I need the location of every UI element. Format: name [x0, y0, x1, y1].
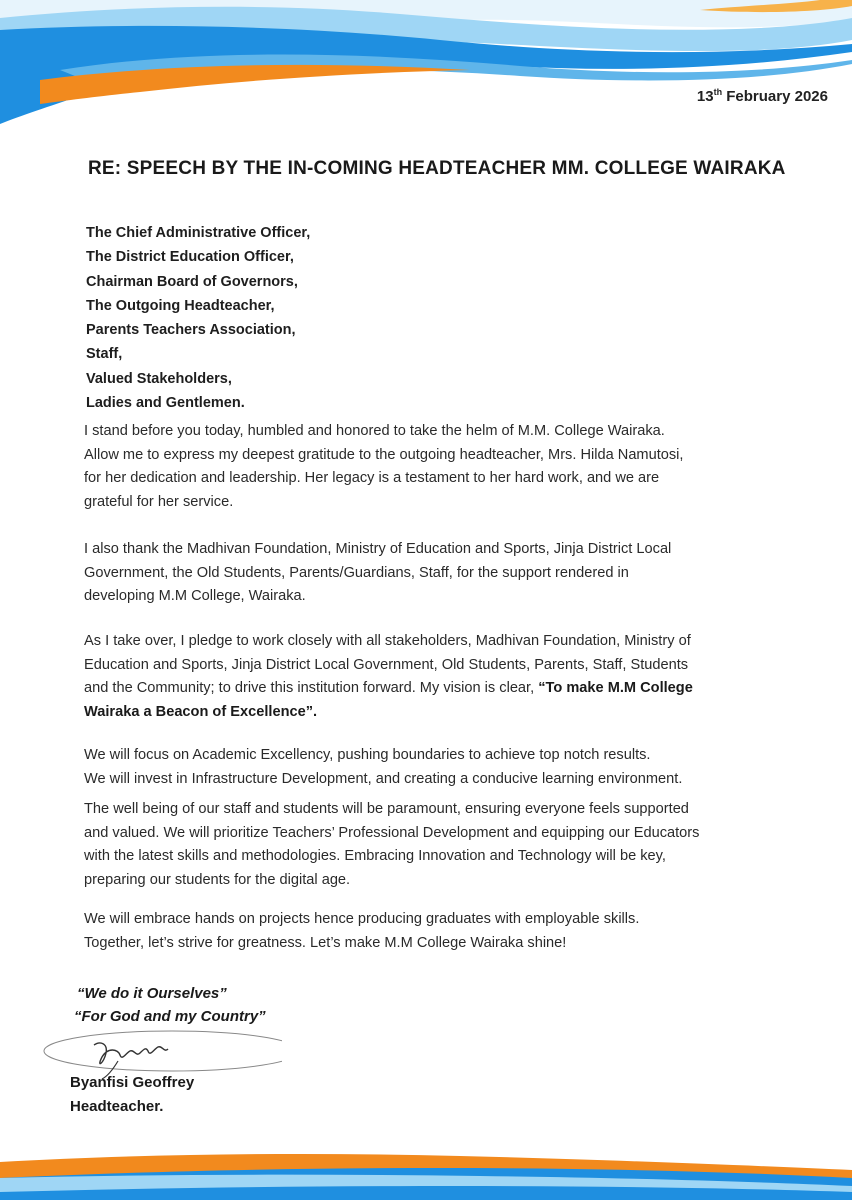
motto-line: “For God and my Country” — [74, 1008, 266, 1025]
motto-line: “We do it Ourselves” — [77, 985, 227, 1002]
text-line: and valued. We will prioritize Teachers’ Professional Development and equipping our Educators — [84, 824, 700, 841]
text-line: developing M.M College, Wairaka. — [84, 588, 306, 604]
text-line: The well being of our staff and students will be paramount, ensuring everyone feels supported — [84, 801, 689, 817]
letter-subject: RE: SPEECH BY THE IN-COMING HEADTEACHER MM. COLLEGE WAIRAKA — [88, 158, 786, 179]
text-line: As I take over, I pledge to work closely with all stakeholders, Madhivan Foundation, Ministry of — [84, 633, 691, 649]
salutation-line: Parents Teachers Association, — [86, 322, 296, 339]
text-line: Government, the Old Students, Parents/Guardians, Staff, for the support rendered in — [84, 564, 629, 581]
text-line — [84, 677, 824, 701]
vision-quote-continued: Wairaka a Beacon of Excellence”. — [84, 703, 318, 720]
salutation-list — [86, 221, 310, 415]
text-line: Allow me to express my deepest gratitude to the outgoing headteacher, Mrs. Hilda Namutosi, — [84, 446, 684, 463]
text-line: Together, let’s strive for greatness. Let’s make M.M College Wairaka shine! — [84, 934, 567, 951]
text-span: and the Community; to drive this institution forward. My vision is clear, — [84, 680, 535, 696]
salutation-line: The Outgoing Headteacher, — [86, 297, 275, 314]
salutation-line: The District Education Officer, — [86, 249, 294, 266]
salutation-line: The Chief Administrative Officer, — [86, 225, 311, 241]
letter-date: 13th February 2026 — [696, 87, 828, 105]
paragraph-gratitude — [84, 420, 824, 514]
text-line: We will focus on Academic Excellency, pushing boundaries to achieve top notch results. — [84, 747, 651, 763]
signatory-block — [70, 1071, 194, 1119]
footer-wave-decoration — [0, 1140, 852, 1200]
text-line: preparing our students for the digital age. — [84, 871, 351, 888]
text-line: Education and Sports, Jinja District Local Government, Old Students, Parents, Staff, Students — [84, 656, 689, 673]
salutation-line: Valued Stakeholders, — [86, 370, 232, 387]
vision-quote: “To make M.M College — [538, 680, 693, 696]
school-motto — [74, 982, 266, 1028]
signatory-title: Headteacher. — [70, 1098, 164, 1115]
text-line: I also thank the Madhivan Foundation, Ministry of Education and Sports, Jinja District Local — [84, 541, 672, 557]
text-line: grateful for her service. — [84, 493, 234, 510]
salutation-line: Chairman Board of Governors, — [86, 273, 298, 290]
text-line: We will invest in Infrastructure Development, and creating a conducive learning environment. — [84, 770, 683, 787]
text-line: I stand before you today, humbled and honored to take the helm of M.M. College Wairaka. — [84, 423, 665, 439]
header-wave-decoration — [0, 0, 852, 130]
salutation-line: Ladies and Gentlemen. — [86, 395, 245, 412]
text-line: for her dedication and leadership. Her legacy is a testament to her hard work, and we are — [84, 470, 660, 486]
paragraph-wellbeing — [84, 798, 824, 892]
paragraph-focus — [84, 744, 824, 791]
paragraph-thanks — [84, 538, 824, 609]
paragraph-closing — [84, 908, 824, 955]
text-line: with the latest skills and methodologies. Embracing Innovation and Technology will be key, — [84, 848, 666, 864]
signatory-name: Byanfisi Geoffrey — [70, 1074, 195, 1091]
paragraph-vision — [84, 630, 824, 724]
salutation-line: Staff, — [86, 346, 123, 363]
text-line: We will embrace hands on projects hence producing graduates with employable skills. — [84, 911, 640, 927]
